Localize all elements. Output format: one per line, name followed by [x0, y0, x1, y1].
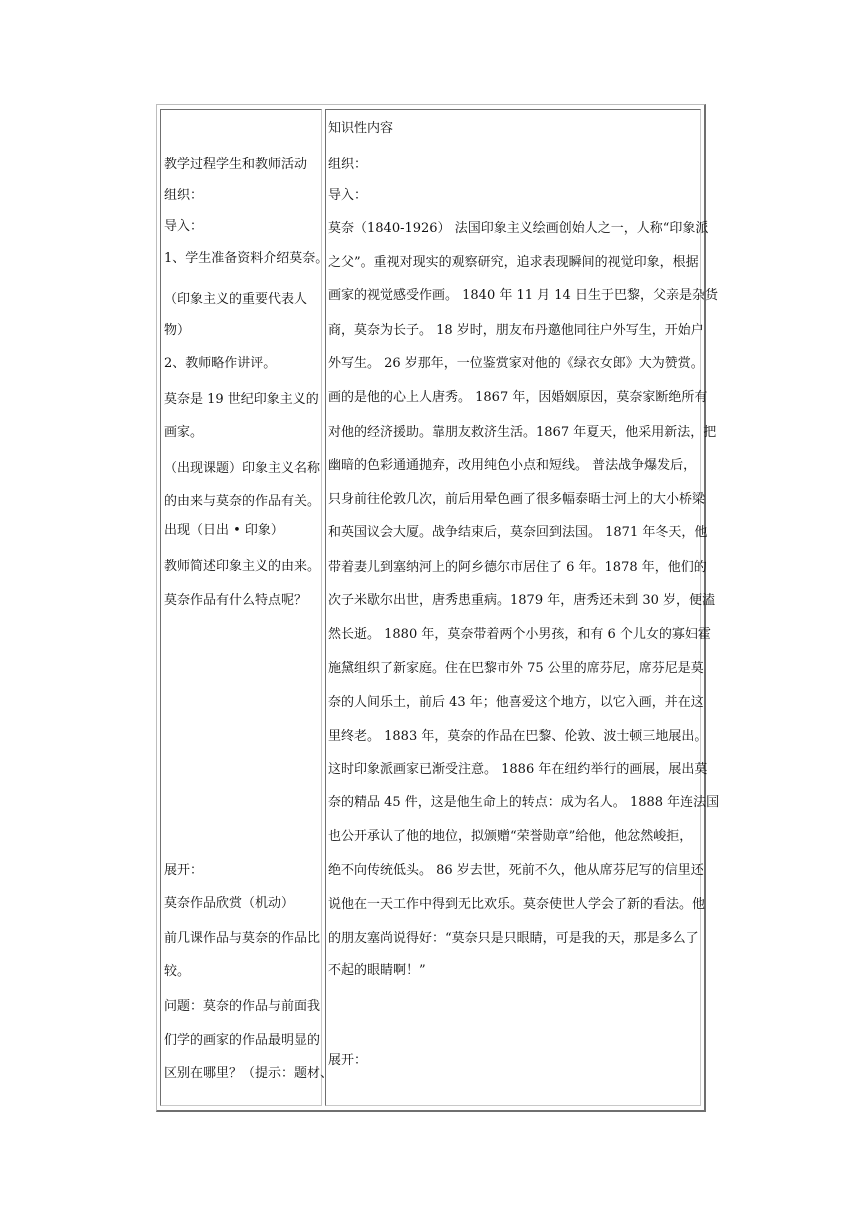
left-line: 组织：: [164, 188, 204, 203]
right-line: 说他在一天工作中得到无比欢乐。莫奈使世人学会了新的看法。他: [328, 897, 706, 912]
right-line: 和英国议会大厦。战争结束后，莫奈回到法国。 1871 年冬天，他: [328, 525, 708, 540]
left-line: 物）: [164, 323, 191, 338]
right-line: 也公开承认了他的地位，拟颁赠“荣誉勋章”给他，他忿然峻拒，: [328, 829, 693, 844]
right-line: 施黛组织了新家庭。住在巴黎市外 75 公里的席芬尼，席芬尼是莫: [328, 661, 704, 676]
right-line: 次子米歇尔出世，唐秀患重病。1879 年，唐秀还未到 30 岁，便溘: [328, 593, 716, 608]
left-line: 莫奈作品有什么特点呢？: [164, 593, 308, 608]
right-line: 外写生。 26 岁那年，一位鉴赏家对他的《绿衣女郎》大为赞赏。: [328, 356, 704, 371]
left-line: 前几课作品与莫奈的作品比: [164, 931, 321, 946]
right-line: 展开：: [328, 1053, 368, 1068]
left-line: 教师简述印象主义的由来。: [164, 559, 321, 574]
right-line: 这时印象派画家已渐受注意。 1886 年在纽约举行的画展，展出莫: [328, 762, 708, 777]
left-line: 的由来与莫奈的作品有关。: [164, 494, 321, 509]
right-line: 导入：: [328, 188, 368, 203]
knowledge-content-cell: [325, 109, 720, 1106]
lesson-table: [156, 104, 720, 1112]
right-line: 奈的精品 45 件，这是他生命上的转点：成为名人。 1888 年连法国: [328, 795, 720, 810]
right-line: 然长逝。 1880 年，莫奈带着两个小男孩，和有 6 个儿女的寡妇霍: [328, 627, 711, 642]
left-line: 2、教师略作讲评。: [164, 356, 277, 371]
left-line: 导入：: [164, 219, 204, 234]
right-line: 里终老。 1883 年，莫奈的作品在巴黎、伦敦、波士顿三地展出。: [328, 729, 708, 744]
right-line: 知识性内容: [328, 121, 394, 136]
right-line: 之父”。重视对现实的观察研究，追求表现瞬间的视觉印象，根据: [328, 255, 699, 270]
right-line: 画家的视觉感受作画。 1840 年 11 月 14 日生于巴黎，父亲是杂货: [328, 288, 718, 303]
right-line: 幽暗的色彩通通抛弃，改用纯色小点和短线。 普法战争爆发后，: [328, 458, 697, 473]
right-line: 只身前往伦敦几次，前后用晕色画了很多幅泰晤士河上的大小桥梁: [328, 492, 706, 507]
right-line: 对他的经济援助。靠朋友救济生活。1867 年夏天，他采用新法，把: [328, 425, 717, 440]
teaching-process-cell: [160, 109, 334, 1106]
left-line: 们学的画家的作品最明显的: [164, 1033, 321, 1048]
left-line: 出现（日出 • 印象）: [164, 523, 284, 538]
right-line: 奈的人间乐土，前后 43 年；他喜爱这个地方，以它入画，并在这: [328, 695, 704, 710]
left-line: 区别在哪里？（提示：题材、: [164, 1066, 334, 1081]
left-line: 问题：莫奈的作品与前面我: [164, 999, 321, 1014]
left-line: （印象主义的重要代表人: [164, 292, 308, 307]
left-line: 较。: [164, 964, 191, 979]
right-line: 商，莫奈为长子。 18 岁时，朋友布丹邀他同往户外写生，开始户: [328, 323, 704, 338]
right-line: 绝不向传统低头。 86 岁去世，死前不久，他从席芬尼写的信里还: [328, 863, 704, 878]
right-line: 带着妻儿到塞纳河上的阿乡德尔市居住了 6 年。1878 年，他们的: [328, 560, 707, 575]
left-line: 1、学生准备资料介绍莫奈。: [164, 251, 329, 266]
left-line: 展开：: [164, 863, 204, 878]
left-line: 画家。: [164, 425, 204, 440]
left-line: （出现课题）印象主义名称: [164, 461, 321, 476]
right-line: 不起的眼睛啊！”: [328, 963, 426, 978]
left-line: 莫奈是 19 世纪印象主义的: [164, 392, 319, 407]
right-line: 的朋友塞尚说得好：“莫奈只是只眼睛，可是我的天，那是多么了: [328, 931, 699, 946]
right-line: 组织：: [328, 157, 368, 172]
left-line: 莫奈作品欣赏（机动）: [164, 896, 295, 911]
left-line: 教学过程学生和教师活动: [164, 157, 308, 172]
right-line: 莫奈（1840-1926） 法国印象主义绘画创始人之一，人称“印象派: [328, 221, 709, 236]
right-line: 画的是他的心上人唐秀。 1867 年，因婚姻原因，莫奈家断绝所有: [328, 390, 708, 405]
